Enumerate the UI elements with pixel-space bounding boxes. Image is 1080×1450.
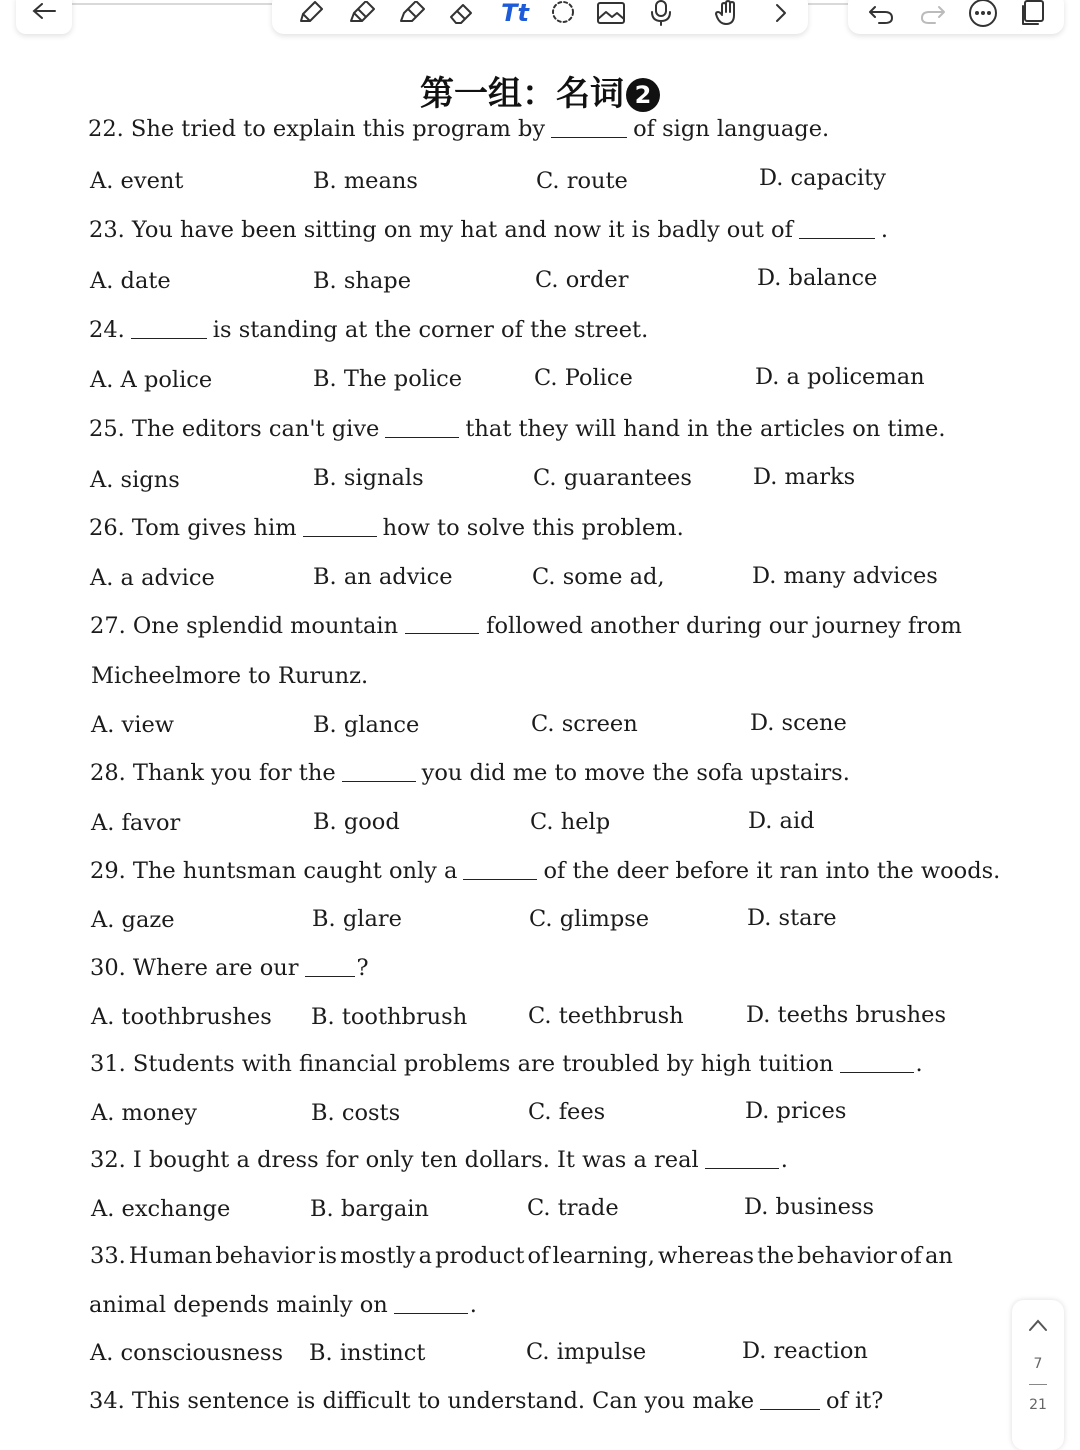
answer-blank [385,419,459,438]
answer-blank [551,119,627,138]
title-text: 第一组：名词 [420,74,624,114]
option-b: B. means [313,168,418,194]
option-d: D. stare [747,905,837,931]
option-b: B. an advice [313,564,453,590]
marker-icon [397,1,425,25]
question-text: ? [356,955,369,981]
option-d: D. teeths brushes [746,1002,946,1028]
total-pages-number: 21 [1029,1397,1047,1413]
question-word: behavior [797,1243,897,1269]
question-text: 24. [89,317,125,343]
question-word: One [132,613,180,639]
answer-blank [405,615,479,634]
option-b: B. glance [313,712,420,738]
pen-tool[interactable] [296,0,326,26]
question-text: 34. This sentence is difficult to understand. Can you make [89,1388,755,1414]
question-text: . [469,1292,477,1318]
redo-icon [919,1,947,25]
option-a: A. event [90,168,184,194]
option-d: D. capacity [759,165,886,191]
option-c: C. order [535,267,629,293]
microphone-tool[interactable] [646,0,676,26]
option-c: C. some ad, [532,564,665,590]
highlighter-icon [347,1,375,25]
question-text: . [780,1147,788,1173]
question-word: mostly [340,1243,416,1269]
option-d: D. aid [748,808,815,834]
option-d: D. scene [750,710,847,736]
option-b: B. signals [313,465,424,491]
question-word: our [768,613,808,639]
question-word: from [907,613,962,639]
pages-button[interactable] [1018,0,1048,26]
top-toolbar [0,0,1080,40]
question-26 [89,517,684,540]
option-a: A. money [91,1100,197,1126]
option-a: A. date [90,268,171,294]
option-c: C. guarantees [533,465,692,491]
right-tool-group [848,0,1064,34]
option-d: D. marks [753,464,856,490]
page-title [0,66,1080,115]
option-a: A. consciousness [90,1340,284,1366]
answer-blank [760,1391,820,1410]
undo-icon [867,1,895,25]
question-word: splendid [186,613,284,639]
question-word: another [589,613,679,639]
option-c: C. Police [534,365,633,391]
question-text: 23. You have been sitting on my hat and now it is badly out of [89,217,793,243]
marker-tool[interactable] [396,0,426,26]
undo-button[interactable] [866,0,896,26]
question-29 [90,860,1000,883]
question-word: the [757,1243,795,1269]
question-23 [89,219,888,242]
question-text: you did me to move the sofa upstairs. [421,760,850,786]
more-icon [968,0,998,28]
question-30 [90,957,369,980]
back-button[interactable] [16,0,72,34]
text-tool[interactable] [500,0,530,26]
current-page-number: 7 [1033,1356,1043,1372]
answer-blank [131,320,207,339]
option-b: B. instinct [309,1340,426,1366]
question-word: an [925,1243,953,1269]
question-word: is [318,1243,338,1269]
chevron-right-icon [773,3,789,23]
redo-button[interactable] [918,0,948,26]
question-text: 29. The huntsman caught only a [90,858,458,884]
question-33 [90,1245,953,1268]
question-word: during [686,613,762,639]
option-b: B. The police [313,366,463,392]
answer-blank [305,958,355,977]
question-27-continued: Micheelmore to Rurunz. [91,663,369,689]
question-text: that they will hand in the articles on time. [465,416,946,442]
pen-icon [297,1,325,25]
toolbar-divider [72,3,272,5]
hand-icon [714,0,740,26]
hand-tool[interactable] [712,0,742,26]
option-d: D. business [744,1194,875,1220]
highlighter-tool[interactable] [346,0,376,26]
question-word: product [435,1243,525,1269]
question-text: of sign language. [633,116,830,142]
question-28 [90,762,850,785]
option-c: C. help [530,809,611,835]
lasso-icon [549,1,577,25]
option-a: A. signs [90,467,180,493]
lasso-tool[interactable] [548,0,578,26]
option-b: B. bargain [310,1196,429,1222]
question-text: . [880,217,889,243]
question-text: 32. I bought a dress for only ten dollars. It was a real [90,1147,699,1173]
answer-blank [705,1150,779,1169]
question-25 [89,418,945,441]
question-text: 30. Where are our [90,955,299,981]
question-text: 22. She tried to explain this program by [88,116,546,142]
question-word: of [527,1243,550,1269]
question-31 [90,1053,923,1076]
option-d: D. reaction [742,1338,868,1364]
page-divider [1029,1384,1047,1385]
text-tool-icon: Tt [501,0,529,27]
question-text: animal depends mainly on [89,1292,388,1318]
option-a: A. view [91,712,175,738]
question-word: mountain [290,613,399,639]
toolbar-divider [808,3,848,5]
image-icon [596,1,626,25]
option-d: D. prices [745,1098,847,1124]
question-text: 25. The editors can't give [89,416,380,442]
question-word: 33. [90,1243,126,1269]
answer-blank [463,861,537,880]
chevron-up-icon[interactable] [1028,1318,1048,1332]
answer-blank [394,1295,468,1314]
answer-blank [342,763,416,782]
more-button[interactable] [968,0,998,26]
question-text: 28. Thank you for the [90,760,336,786]
option-a: A. exchange [91,1196,231,1222]
option-a: A. favor [91,810,181,836]
answer-blank [840,1054,914,1073]
question-word: followed [486,613,583,639]
question-text: is standing at the corner of the street. [212,317,649,343]
pages-icon [1019,0,1047,27]
option-d: D. balance [757,265,878,291]
option-a: A. A police [90,367,213,393]
title-number-badge: 2 [626,78,660,112]
question-text: 26. Tom gives him [89,515,297,541]
question-text: of the deer before it ran into the woods. [543,858,1001,884]
option-c: C. glimpse [529,906,650,932]
question-word: a [418,1243,433,1269]
question-word: Human [128,1243,213,1269]
question-text: how to solve this problem. [382,515,684,541]
option-b: B. costs [311,1100,401,1126]
option-c: C. impulse [526,1339,647,1365]
option-c: C. teethbrush [528,1003,684,1029]
question-32 [90,1149,788,1172]
option-a: A. a advice [90,565,215,591]
arrow-left-icon [31,3,57,23]
more-tools-button[interactable] [766,0,796,26]
image-tool[interactable] [596,0,626,26]
option-a: A. gaze [91,907,175,933]
option-d: D. many advices [752,563,938,589]
question-word: learning, [552,1243,655,1269]
microphone-icon [648,0,674,26]
answer-blank [303,518,377,537]
answer-blank [799,220,875,239]
option-d: D. a policeman [755,364,925,390]
option-c: C. route [536,168,628,194]
question-27 [90,615,962,638]
question-word: whereas [657,1243,755,1269]
option-c: C. screen [531,711,638,737]
question-33-continued [89,1294,477,1317]
question-word: 27. [90,613,126,639]
question-word: of [900,1243,922,1269]
question-34 [89,1390,883,1413]
option-b: B. toothbrush [311,1004,468,1030]
option-c: C. fees [528,1099,606,1125]
question-text: . [915,1051,923,1077]
eraser-icon [447,1,475,25]
question-24 [89,319,648,342]
question-text: 31. Students with financial problems are troubled by high tuition [90,1051,834,1077]
question-text: of it? [826,1388,884,1414]
option-b: B. shape [313,268,412,294]
question-22 [88,118,829,141]
option-b: B. good [313,809,400,835]
option-b: B. glare [312,906,402,932]
option-c: C. trade [527,1195,619,1221]
question-word: journey [814,613,901,639]
tool-group [272,0,808,34]
option-a: A. toothbrushes [91,1004,272,1030]
question-word: behavior [215,1243,316,1269]
page-indicator[interactable] [1012,1300,1064,1450]
eraser-tool[interactable] [446,0,476,26]
